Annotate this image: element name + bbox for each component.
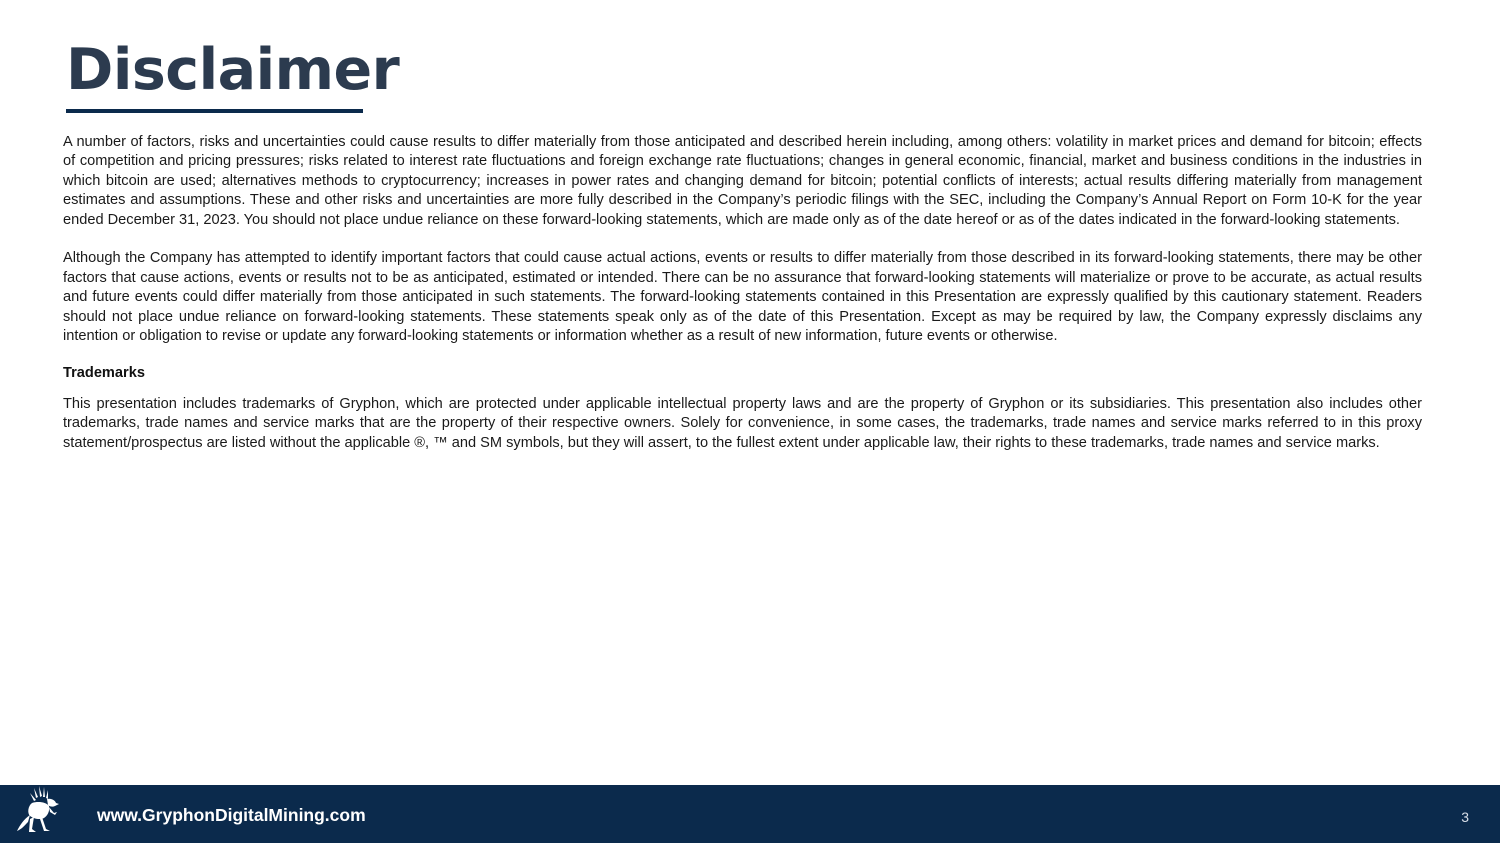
page-title: Disclaimer (66, 37, 400, 103)
disclaimer-body (63, 133, 1422, 453)
disclaimer-paragraph-2: Although the Company has attempted to identify important factors that could cause actual actions, events or results to differ materially from those described in its forward-looking statements, there may be other factors that cause actions, events or results not to be as anticipated, estimated or intended. There can be no assurance that forward-looking statements will materialize or prove to be accurate, as actual results and future events could differ materially from those anticipated in such statements. The forward-looking statements contained in this Presentation are expressly qualified by this cautionary statement. Readers should not place undue reliance on forward-looking statements. These statements speak only as of the date of this Presentation. Except as may be required by law, the Company expressly disclaims any intention or obligation to revise or update any forward-looking statements or information whether as a result of new information, future events or otherwise. (63, 250, 1422, 345)
disclaimer-paragraph-1: A number of factors, risks and uncertainties could cause results to differ materially from those anticipated and described herein including, among others: volatility in market prices and demand for bitcoin; effects of competition and pricing pressures; risks related to interest rate fluctuations and foreign exchange rate fluctuations; changes in general economic, financial, market and business conditions in the industries in which bitcoin are used; alternatives methods to cryptocurrency; increases in power rates and changing demand for bitcoin; potential conflicts of interests; actual results differing materially from management estimates and assumptions. These and other risks and uncertainties are more fully described in the Company’s periodic filings with the SEC, including the Company’s Annual Report on Form 10-K for the year ended December 31, 2023. You should not place undue reliance on these forward-looking statements, which are made only as of the date hereof or as of the dates indicated in the forward-looking statements. (63, 134, 1422, 228)
footer-bar (0, 785, 1500, 843)
page-number: 3 (1461, 809, 1469, 825)
gryphon-logo-icon (12, 785, 62, 839)
footer-website-link[interactable]: www.GryphonDigitalMining.com (97, 805, 366, 825)
trademarks-heading: Trademarks (63, 365, 145, 382)
trademarks-paragraph: This presentation includes trademarks of Gryphon, which are protected under applicable intellectual property laws and are the property of Gryphon or its subsidiaries. This presentation also includes other trademarks, trade names and service marks that are the property of their respective owners. Solely for convenience, in some cases, the trademarks, trade names and service marks referred to in this proxy statement/prospectus are listed without the applicable ®, ™ and SM symbols, but they will assert, to the fullest extent under applicable law, their rights to these trademarks, trade names and service marks. (63, 395, 1422, 451)
title-underline (66, 109, 363, 113)
